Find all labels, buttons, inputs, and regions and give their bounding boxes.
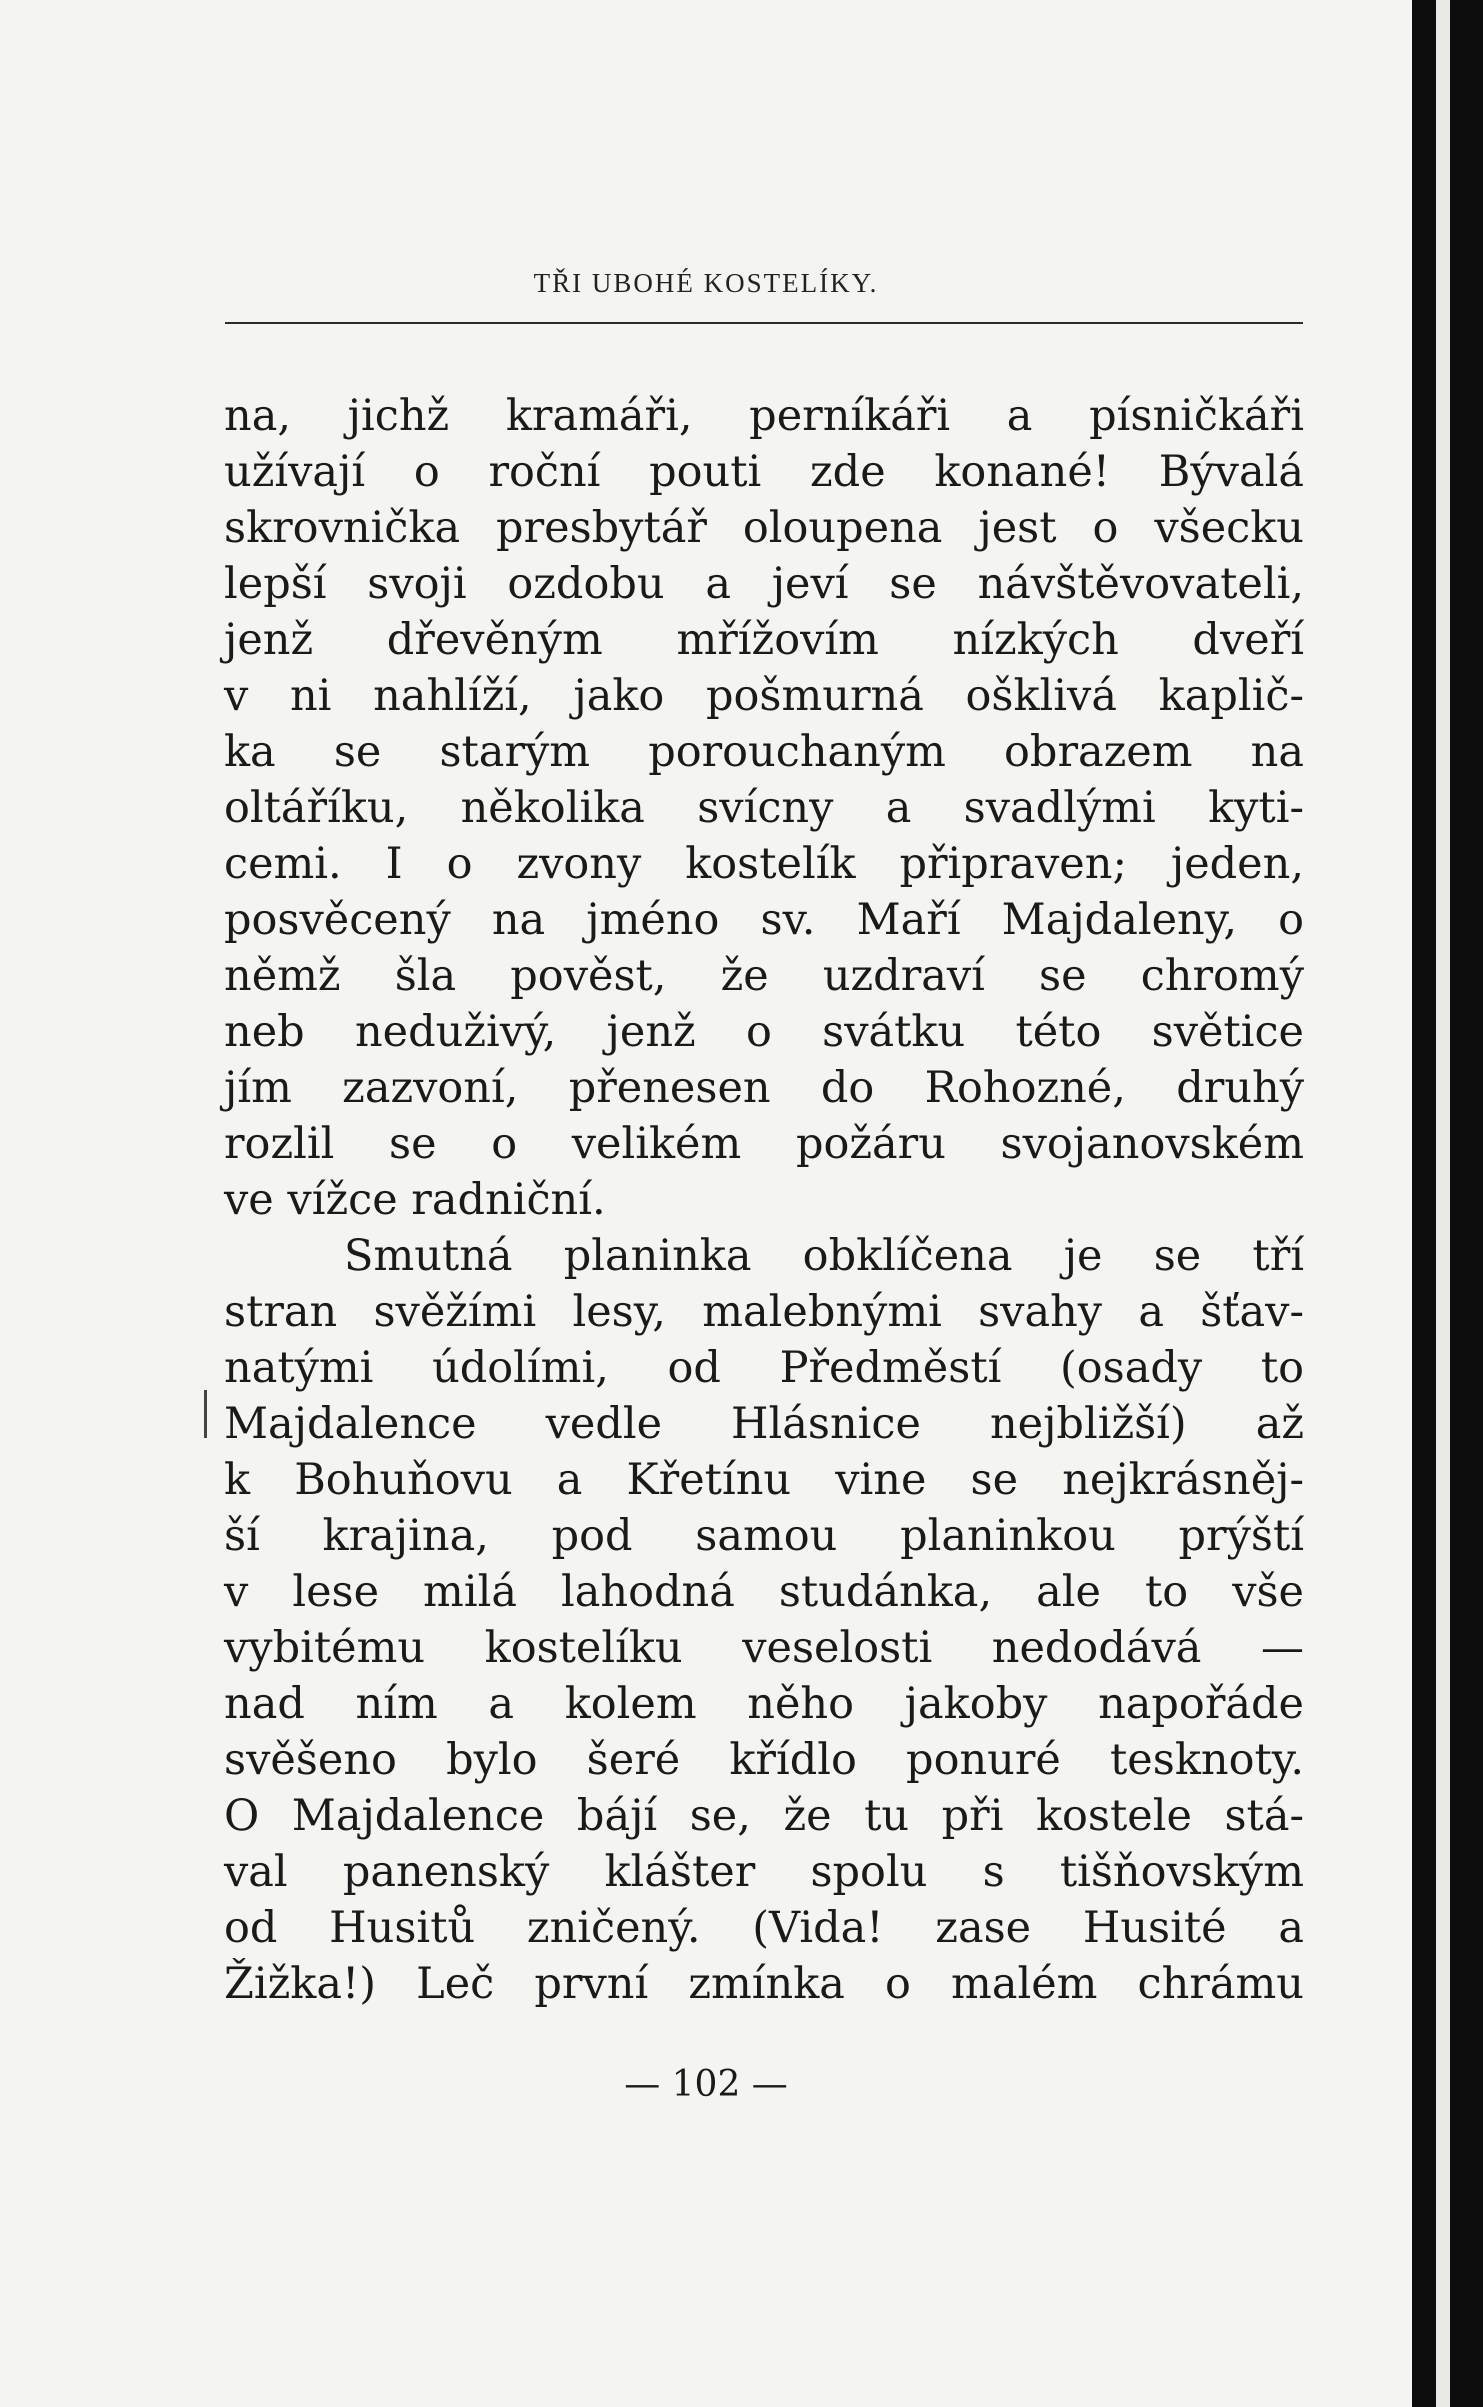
text-line: neb neduživý, jenž o svátku této světice xyxy=(224,1007,1304,1057)
text-line: O Majdalence bájí se, že tu při kostele stá- xyxy=(224,1791,1304,1841)
text-line: svěšeno bylo šeré křídlo ponuré tesknoty. xyxy=(224,1735,1304,1785)
text-line: užívají o roční pouti zde konané! Bývalá xyxy=(224,447,1304,497)
text-line: jenž dřevěným mřížovím nízkých dveří xyxy=(224,615,1304,665)
text-line: němž šla pověst, že uzdraví se chromý xyxy=(224,951,1304,1001)
text-line: v lese milá lahodná studánka, ale to vše xyxy=(224,1567,1304,1617)
text-line: na, jichž kramáři, perníkáři a písničkáři xyxy=(224,391,1304,441)
text-line: od Husitů zničený. (Vida! zase Husité a xyxy=(224,1903,1304,1953)
header-rule xyxy=(225,322,1303,324)
text-line: v ni nahlíží, jako pošmurná ošklivá kaplič- xyxy=(224,671,1304,721)
text-line: cemi. I o zvony kostelík připraven; jeden, xyxy=(224,839,1304,889)
text-line: oltáříku, několika svícny a svadlými kyti- xyxy=(224,783,1304,833)
text-line: vybitému kostelíku veselosti nedodává — xyxy=(224,1623,1304,1673)
text-line: nad ním a kolem něho jakoby napořáde xyxy=(224,1679,1304,1729)
text-line: rozlil se o velikém požáru svojanovském xyxy=(224,1119,1304,1169)
body-text xyxy=(224,388,1304,2012)
text-line: ve vížce radniční. xyxy=(224,1175,606,1225)
scan-edge xyxy=(1412,0,1483,2407)
page-number: — 102 — xyxy=(624,2064,788,2105)
text-line: skrovnička presbytář oloupena jest o všecku xyxy=(224,503,1304,553)
text-line: k Bohuňovu a Křetínu vine se nejkrásněj- xyxy=(224,1455,1304,1505)
text-line: Smutná planinka obklíčena je se tří xyxy=(344,1231,1304,1281)
text-line: ka se starým porouchaným obrazem na xyxy=(224,727,1304,777)
text-line: natými údolími, od Předměstí (osady to xyxy=(224,1343,1304,1393)
text-line: Majdalence vedle Hlásnice nejbližší) až xyxy=(224,1399,1304,1449)
text-line: lepší svoji ozdobu a jeví se návštěvovateli, xyxy=(224,559,1304,609)
margin-mark xyxy=(204,1390,207,1438)
adjacent-page-strip xyxy=(1436,0,1450,2407)
text-line: val panenský klášter spolu s tišňovským xyxy=(224,1847,1304,1897)
running-head: TŘI UBOHÉ KOSTELÍKY. xyxy=(533,268,879,298)
text-line: stran svěžími lesy, malebnými svahy a šťav- xyxy=(224,1287,1304,1337)
text-line: ší krajina, pod samou planinkou prýští xyxy=(224,1511,1304,1561)
text-line: posvěcený na jméno sv. Maří Majdaleny, o xyxy=(224,895,1304,945)
text-line: Žižka!) Leč první zmínka o malém chrámu xyxy=(224,1959,1304,2009)
text-line: jím zazvoní, přenesen do Rohozné, druhý xyxy=(224,1063,1304,1113)
